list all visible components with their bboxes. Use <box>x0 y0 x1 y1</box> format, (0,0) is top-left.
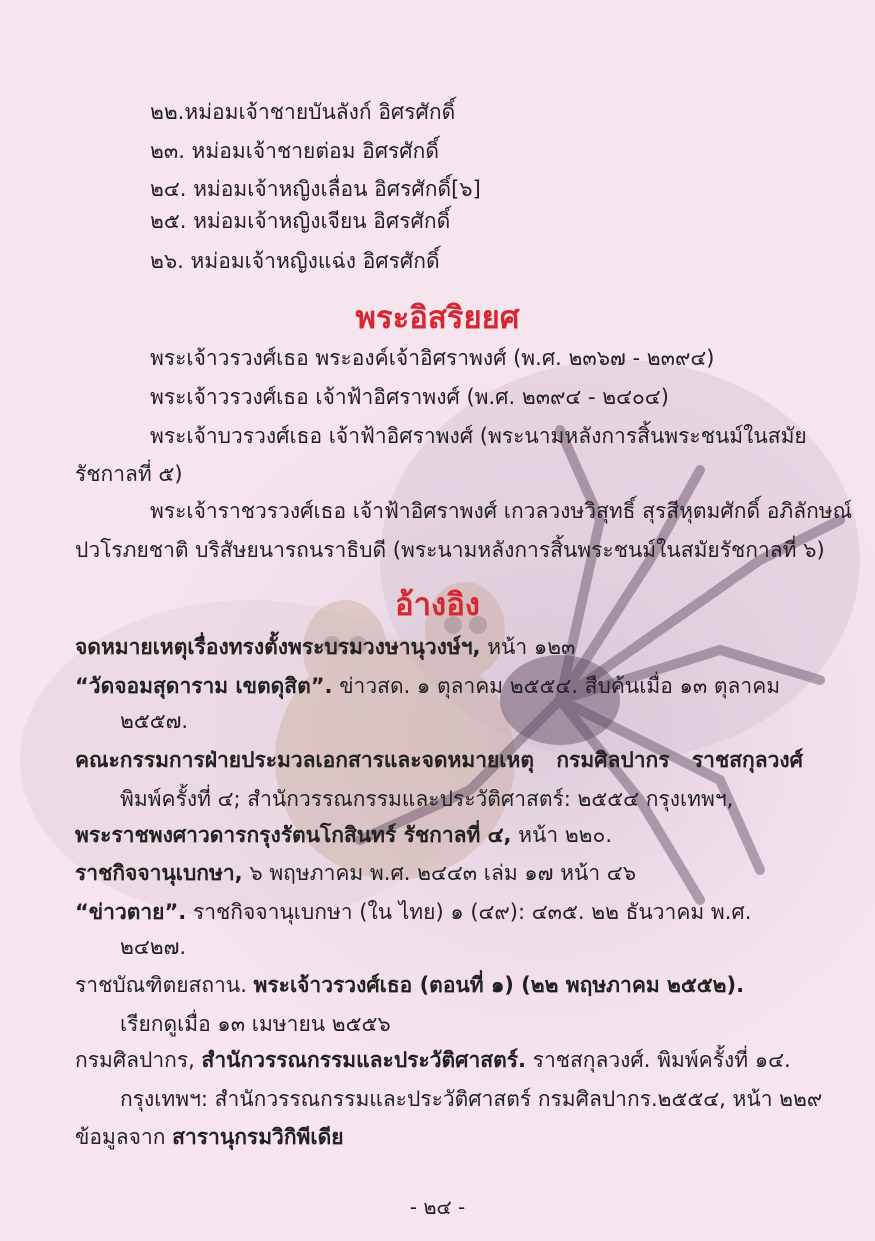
reference-item <box>75 820 612 850</box>
page-number: - ๒๔ - <box>409 1195 466 1219</box>
references-heading: อ้างอิง <box>395 587 480 623</box>
list-item: ๒๒.หม่อมเจ้าชายบันลังก์ อิศรศักดิ์ <box>150 100 456 124</box>
reference-title: คณะกรรมการฝ่ายประมวลเอกสารและจดหมายเหตุ <box>75 748 534 772</box>
reference-text: ข่าวสด. ๑ ตุลาคม ๒๕๕๔. สืบค้นเมื่อ ๑๓ ตุลาคม <box>332 674 781 698</box>
reference-text: หน้า ๒๒๐. <box>511 823 613 847</box>
reference-item <box>75 897 751 927</box>
reference-item <box>75 671 780 701</box>
reference-item <box>75 632 575 662</box>
title-line: พระเจ้าบวรวงศ์เธอ เจ้าฟ้าอิศราพงศ์ (พระนามหลังการสิ้นพระชนม์ในสมัย <box>150 424 807 448</box>
reference-text: ๖ พฤษภาคม พ.ศ. ๒๔๔๓ เล่ม ๑๗ หน้า ๔๖ <box>242 861 637 885</box>
reference-item <box>75 745 803 775</box>
reference-text: ข้อมูลจาก <box>75 1125 173 1149</box>
reference-text: ราชบัณฑิตยสถาน. <box>75 973 254 997</box>
reference-item <box>75 1122 344 1152</box>
list-item: ๒๕. หม่อมเจ้าหญิงเจียน อิศรศักดิ์ <box>150 209 451 233</box>
reference-continuation: ๒๕๕๗. <box>120 709 189 733</box>
title-line: พระเจ้าราชวรวงศ์เธอ เจ้าฟ้าอิศราพงศ์ เกวลวงษวิสุทธิ์ สุรสีหุตมศักดิ์ อภิลักษณ์ <box>150 499 853 523</box>
list-item: ๒๔. หม่อมเจ้าหญิงเลื่อน อิศรศักดิ์[๖] <box>150 177 481 201</box>
reference-title: ราชกิจจานุเบกษา, <box>75 861 243 885</box>
list-item: ๒๓. หม่อมเจ้าชายต่อม อิศรศักดิ์ <box>150 139 439 163</box>
reference-text: ราชสกุลวงศ์. พิมพ์ครั้งที่ ๑๔. <box>525 1048 791 1072</box>
reference-title: พระราชพงศาวดารกรุงรัตนโกสินทร์ รัชกาลที่ ๔, <box>75 823 512 847</box>
reference-title: “วัดจอมสุดาราม เขตดุสิต”. <box>75 674 333 698</box>
reference-continuation: กรุงเทพฯ: สำนักวรรณกรรมและประวัติศาสตร์ กรมศิลปากร.๒๕๕๔, หน้า ๒๒๙ <box>120 1087 823 1111</box>
reference-title: พระเจ้าวรวงศ์เธอ (ตอนที่ ๑) (๒๒ พฤษภาคม ๒๕๕๒). <box>253 973 745 997</box>
reference-title: สำนักวรรณกรรมและประวัติศาสตร์. <box>201 1048 526 1072</box>
reference-title: ราชสกุลวงศ์ <box>691 748 803 772</box>
reference-item <box>75 1045 791 1075</box>
reference-title: กรมศิลปากร <box>556 748 670 772</box>
reference-title: จดหมายเหตุเรื่องทรงตั้งพระบรมวงษานุวงษ์ฯ, <box>75 635 481 659</box>
reference-title: “ข่าวตาย”. <box>75 900 187 924</box>
reference-text: หน้า ๑๒๓ <box>480 635 576 659</box>
reference-continuation: พิมพ์ครั้งที่ ๔; สำนักวรรณกรรมและประวัติศาสตร์: ๒๕๕๔ กรุงเทพฯ, <box>120 787 734 811</box>
reference-text: กรมศิลปากร, <box>75 1048 202 1072</box>
title-line: พระเจ้าวรวงศ์เธอ พระองค์เจ้าอิศราพงศ์ (พ.ศ. ๒๓๖๗ - ๒๓๙๔) <box>150 346 715 370</box>
reference-text: ราชกิจจานุเบกษา (ใน ไทย) ๑ (๔๙): ๔๓๕. ๒๒ ธันวาคม พ.ศ. <box>186 900 752 924</box>
title-line: พระเจ้าวรวงศ์เธอ เจ้าฟ้าอิศราพงศ์ (พ.ศ. ๒๓๙๔ - ๒๔๐๔) <box>150 385 669 409</box>
reference-item <box>75 858 636 888</box>
reference-item <box>75 970 744 1000</box>
reference-continuation: ๒๔๒๗. <box>120 935 187 959</box>
title-line: รัชกาลที่ ๕) <box>75 462 183 486</box>
reference-continuation: เรียกดูเมื่อ ๑๓ เมษายน ๒๕๕๖ <box>120 1012 391 1036</box>
titles-heading: พระอิสริยยศ <box>355 300 520 336</box>
reference-title: สารานุกรมวิกิพีเดีย <box>172 1125 344 1149</box>
list-item: ๒๖. หม่อมเจ้าหญิงแฉ่ง อิศรศักดิ์ <box>150 249 440 273</box>
title-line: ปวโรภยชาติ บริสัษยนารถนราธิบดี (พระนามหลังการสิ้นพระชนม์ในสมัยรัชกาลที่ ๖) <box>75 538 825 562</box>
